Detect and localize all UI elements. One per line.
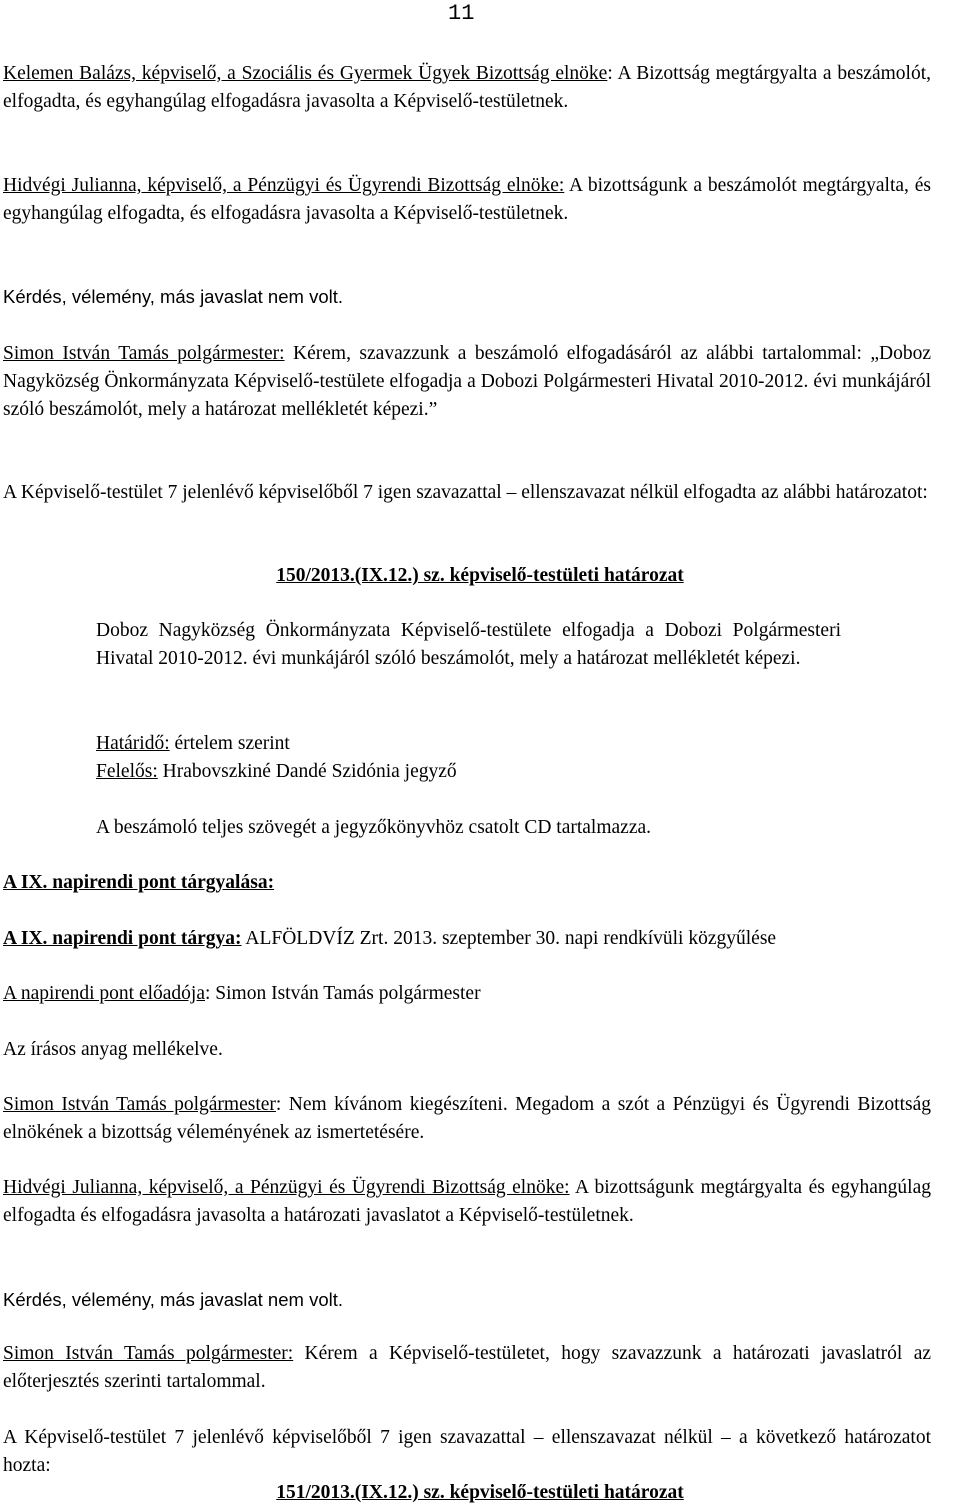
agenda-topic bbox=[3, 925, 776, 953]
cd-note: A beszámoló teljes szövegét a jegyzőkönyvhöz csatolt CD tartalmazza. bbox=[96, 817, 652, 838]
speaker-simon: Simon István Tamás polgármester: bbox=[3, 1343, 294, 1364]
presenter-label: A napirendi pont előadója bbox=[3, 983, 205, 1004]
resolution-150-title: 150/2013.(IX.12.) sz. képviselő-testületi határozat bbox=[276, 565, 684, 586]
responsible-value: Hrabovszkiné Dandé Szidónia jegyző bbox=[157, 761, 457, 782]
deadline-line bbox=[96, 730, 290, 758]
agenda-topic-label: A IX. napirendi pont tárgya: bbox=[3, 928, 242, 949]
attachment-note: Az írásos anyag mellékelve. bbox=[3, 1039, 223, 1060]
resolution-151-title: 151/2013.(IX.12.) sz. képviselő-testületi határozat bbox=[276, 1482, 684, 1503]
vote-result-2: A Képviselő-testület 7 jelenlévő képviselőből 7 igen szavazattal – ellenszavazat nélkül – a következő határozatot hozta: bbox=[3, 1427, 931, 1476]
speaker-simon: Simon István Tamás polgármester bbox=[3, 1094, 276, 1115]
agenda-heading: A IX. napirendi pont tárgyalása: bbox=[3, 872, 275, 893]
paragraph-text: : Nem kívánom kiegészíteni. Megadom a szót a Pénzügyi és Ügyrendi Bizottság elnökének a bizottság véleményének az ismertetésére. bbox=[3, 1094, 931, 1143]
responsible-line bbox=[96, 758, 457, 786]
paragraph-simon-2 bbox=[3, 1091, 931, 1147]
speaker-hidvegi: Hidvégi Julianna, képviselő, a Pénzügyi és Ügyrendi Bizottság elnöke: bbox=[3, 1177, 570, 1198]
paragraph-text: Kérem, szavazzunk a beszámoló elfogadásáról az alábbi tartalommal: „Doboz Nagyközség Önkormányzata Képviselő-testülete elfogadja a Dobozi Polgármesteri Hivatal 2010-2012. évi munkájáról szóló beszámolót, mely a határozat mellékletét képezi.” bbox=[3, 343, 932, 420]
paragraph-kelemen bbox=[3, 60, 931, 116]
speaker-hidvegi: Hidvégi Julianna, képviselő, a Pénzügyi és Ügyrendi Bizottság elnöke: bbox=[3, 175, 565, 196]
deadline-value: értelem szerint bbox=[169, 733, 290, 754]
paragraph-text: Kérem a Képviselő-testületet, hogy szavazzunk a határozati javaslatról az előterjesztés szerinti tartalommal. bbox=[3, 1343, 932, 1392]
speaker-kelemen: Kelemen Balázs, képviselő, a Szociális és Gyermek Ügyek Bizottság elnöke bbox=[3, 63, 608, 84]
no-questions-note: Kérdés, vélemény, más javaslat nem volt. bbox=[3, 286, 343, 307]
paragraph-text: A Bizottság megtárgyalta a beszámolót, elfogadta, és egyhangúlag elfogadásra javasolta a Képviselő-testületnek. bbox=[3, 63, 931, 112]
presenter-value: : Simon István Tamás polgármester bbox=[205, 983, 481, 1004]
speaker-colon: : bbox=[607, 63, 613, 84]
speaker-simon: Simon István Tamás polgármester: bbox=[3, 343, 285, 364]
resolution-150-body: Doboz Nagyközség Önkormányzata Képviselő-testülete elfogadja a Dobozi Polgármesteri Hivatal 2010-2012. évi munkájáról szóló beszámolót, mely a határozat mellékletét képezi. bbox=[96, 620, 841, 669]
no-questions-note: Kérdés, vélemény, más javaslat nem volt. bbox=[3, 1289, 343, 1310]
agenda-topic-value: ALFÖLDVÍZ Zrt. 2013. szeptember 30. napi rendkívüli közgyűlése bbox=[241, 928, 777, 949]
paragraph-hidvegi-2 bbox=[3, 1174, 931, 1230]
paragraph-hidvegi-1 bbox=[3, 172, 931, 228]
deadline-label: Határidő: bbox=[96, 733, 170, 754]
paragraph-simon-1 bbox=[3, 340, 931, 424]
responsible-label: Felelős: bbox=[96, 761, 158, 782]
paragraph-simon-3 bbox=[3, 1340, 931, 1396]
page-number: 11 bbox=[448, 1, 475, 26]
paragraph-text: A bizottságunk a beszámolót megtárgyalta, és egyhangúlag elfogadta, és elfogadásra javasolta a Képviselő-testületnek. bbox=[3, 175, 931, 224]
presenter-line bbox=[3, 980, 481, 1008]
vote-result-1: A Képviselő-testület 7 jelenlévő képviselőből 7 igen szavazattal – ellenszavazat nélkül elfogadta az alábbi határozatot: bbox=[3, 482, 928, 503]
paragraph-text: A bizottságunk megtárgyalta és egyhangúlag elfogadta és elfogadásra javasolta a határozati javaslatot a Képviselő-testületnek. bbox=[3, 1177, 931, 1226]
